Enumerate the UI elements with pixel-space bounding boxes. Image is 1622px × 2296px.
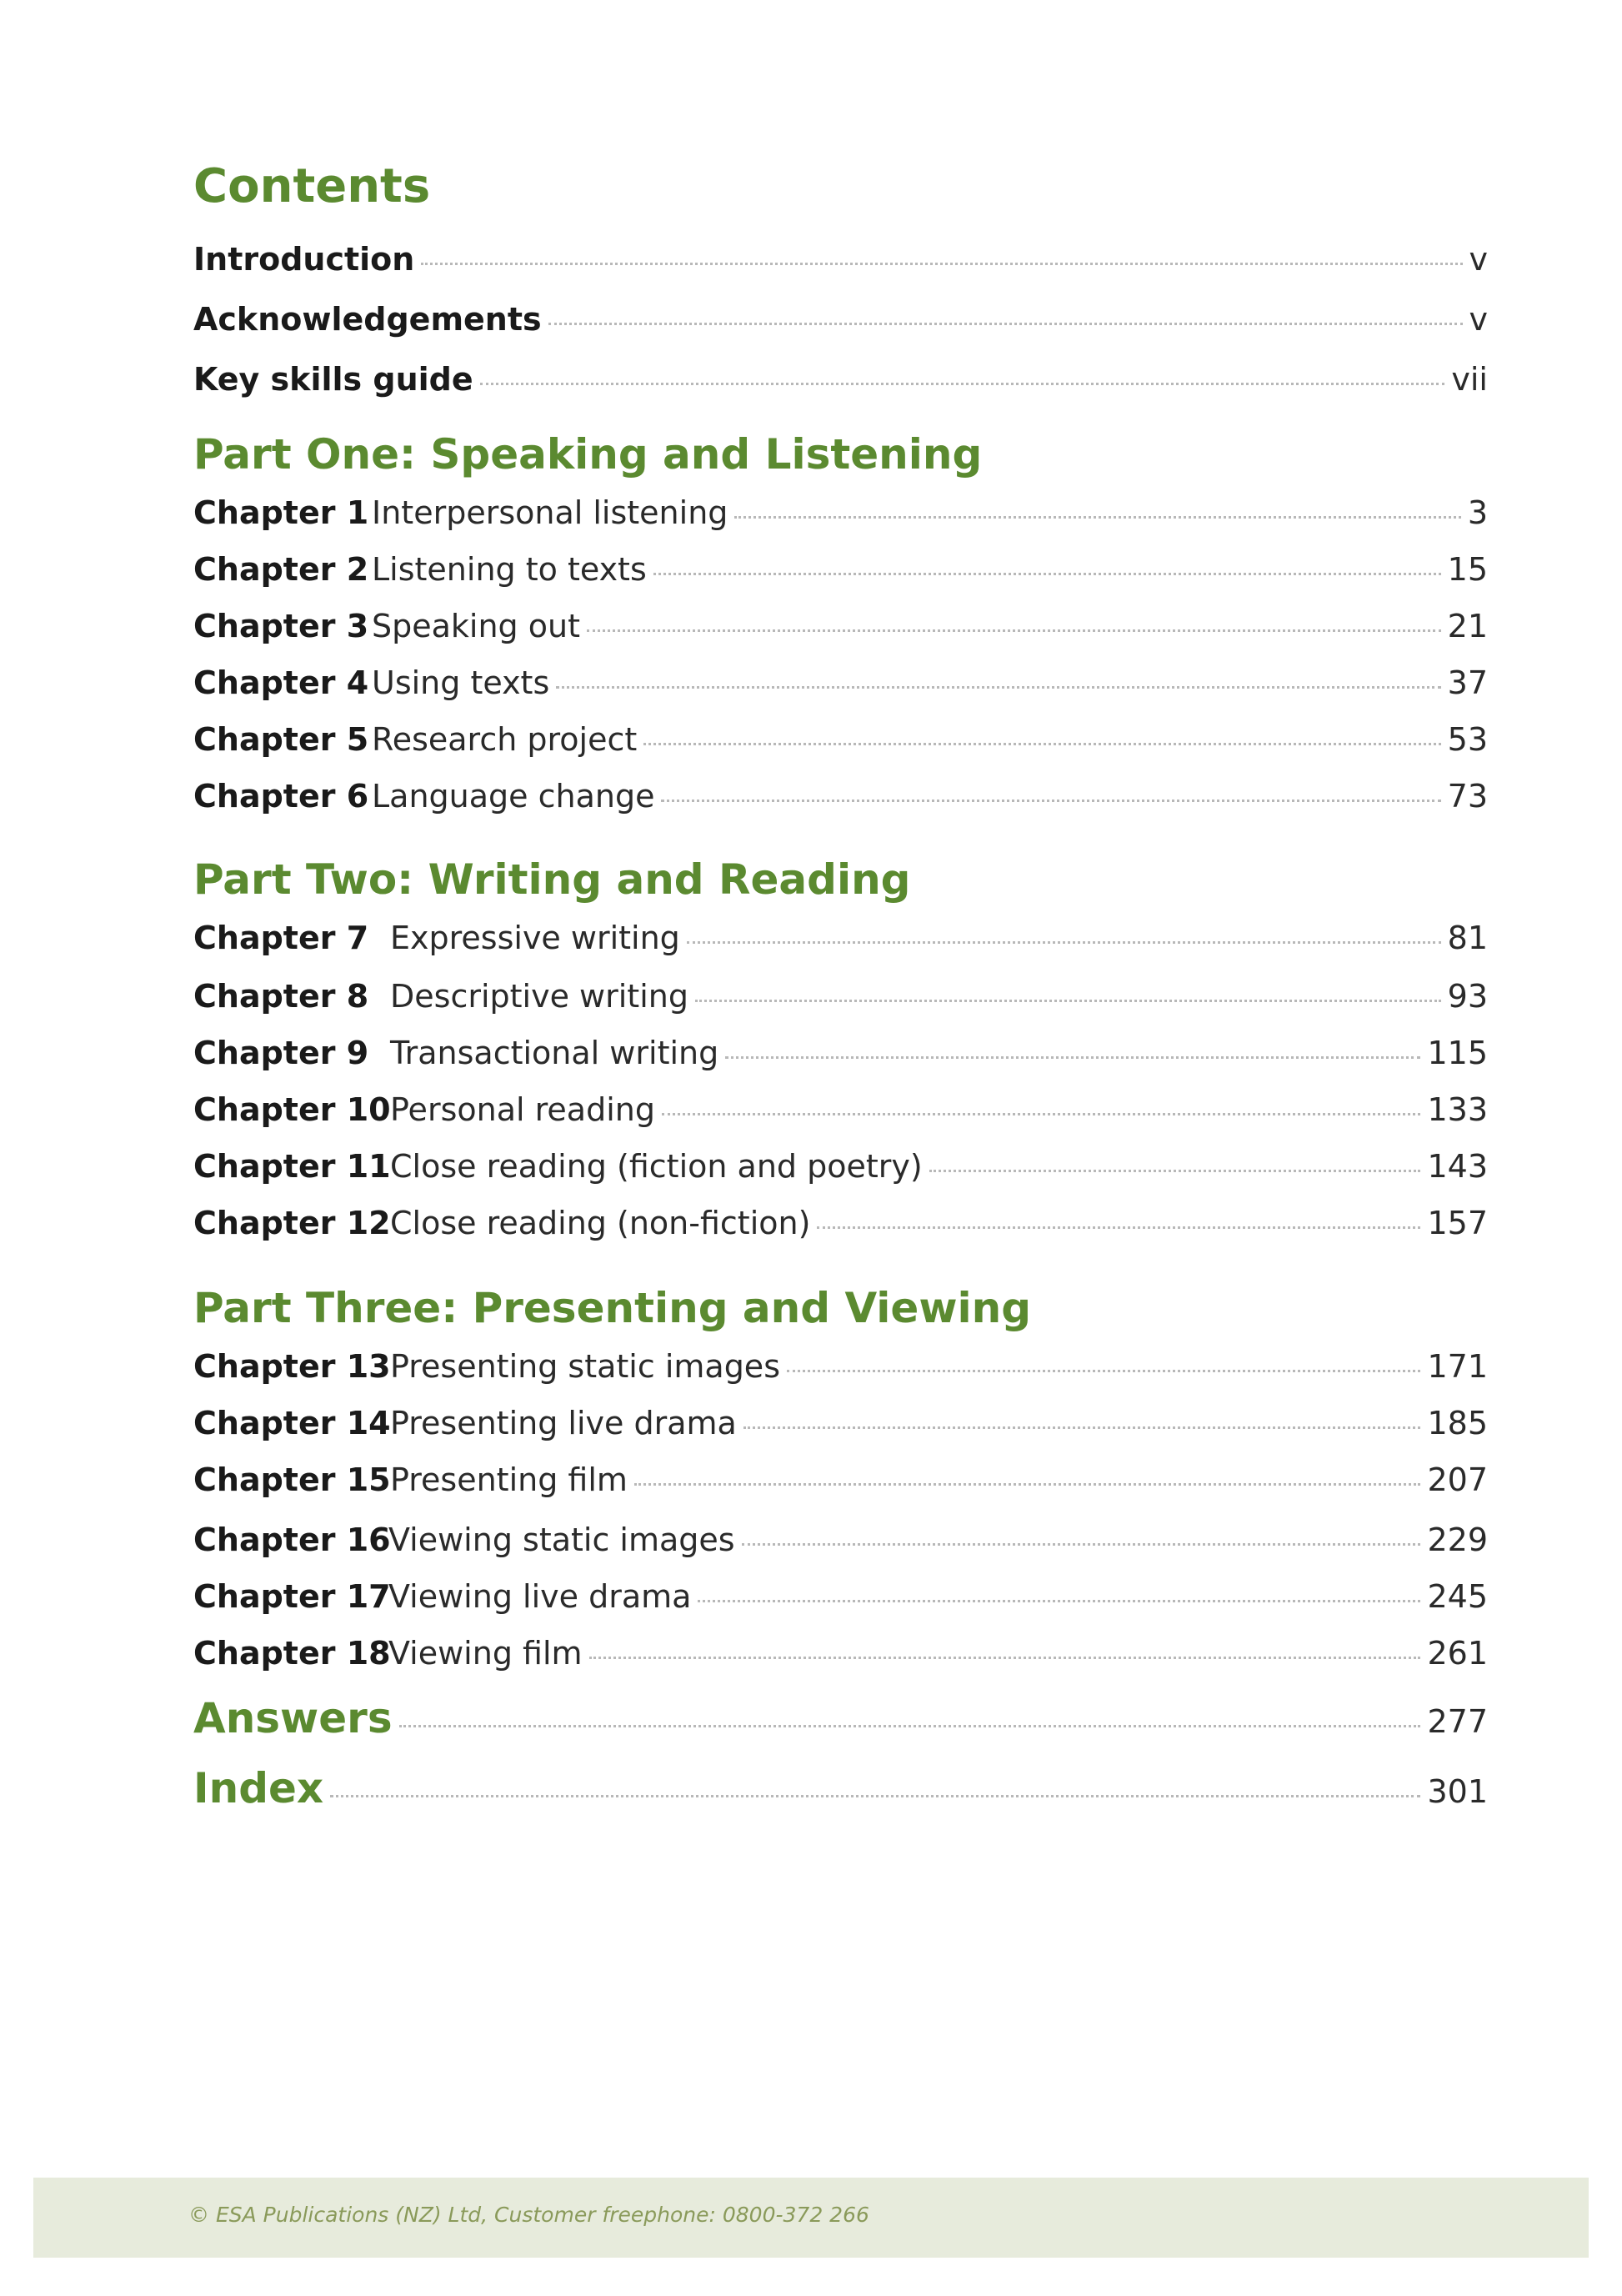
entry-label: Introduction [193, 241, 415, 278]
dot-leader [695, 1000, 1441, 1002]
toc-entry-chapter-4[interactable] [193, 664, 1488, 701]
part-two-heading: Part Two: Writing and Reading [193, 855, 911, 904]
chapter-label: Chapter 3 [193, 608, 369, 644]
page-number: 185 [1427, 1405, 1488, 1441]
chapter-title: Viewing film [388, 1635, 583, 1672]
toc-entry-chapter-16[interactable] [193, 1521, 1488, 1558]
chapter-label: Chapter 12 [193, 1205, 391, 1241]
page-number: 229 [1427, 1521, 1488, 1558]
chapter-title: Expressive writing [390, 920, 680, 956]
chapter-label: Chapter 2 [193, 551, 369, 588]
toc-entry-chapter-7[interactable] [193, 922, 1488, 954]
dot-leader [548, 323, 1463, 325]
chapter-title: Presenting live drama [390, 1405, 737, 1441]
dot-leader [653, 573, 1441, 575]
toc-entry-acknowledgements[interactable] [193, 301, 1488, 338]
entry-label: Index [193, 1764, 324, 1812]
chapter-label: Chapter 5 [193, 721, 369, 758]
page-number: 171 [1427, 1348, 1488, 1385]
chapter-label: Chapter 7 [193, 920, 369, 956]
chapter-title: Presenting film [390, 1461, 628, 1498]
page-number: 73 [1447, 778, 1488, 815]
page-number: 53 [1447, 721, 1488, 758]
page-number: 261 [1427, 1635, 1488, 1672]
page-number: v [1469, 241, 1488, 278]
page-number: 157 [1427, 1205, 1488, 1241]
page-number: v [1469, 301, 1488, 338]
dot-leader [687, 941, 1441, 944]
chapter-title: Listening to texts [372, 551, 647, 588]
toc-entry-index[interactable] [193, 1764, 1488, 1812]
toc-entry-chapter-3[interactable] [193, 610, 1488, 642]
page-number: 81 [1447, 920, 1488, 956]
chapter-label: Chapter 13 [193, 1348, 391, 1385]
chapter-label: Chapter 10 [193, 1091, 391, 1128]
chapter-label: Chapter 16 [193, 1521, 391, 1558]
page-number: 133 [1427, 1091, 1488, 1128]
page-number: 115 [1427, 1035, 1488, 1071]
toc-entry-chapter-12[interactable] [193, 1207, 1488, 1239]
dot-leader [817, 1226, 1420, 1229]
toc-entry-chapter-6[interactable] [193, 778, 1488, 815]
part-three-heading: Part Three: Presenting and Viewing [193, 1284, 1032, 1332]
chapter-title: Viewing static images [388, 1521, 735, 1558]
chapter-title: Personal reading [390, 1091, 655, 1128]
chapter-title: Descriptive writing [390, 978, 688, 1015]
page-number: 245 [1427, 1578, 1488, 1615]
toc-entry-key-skills-guide[interactable] [193, 361, 1488, 398]
toc-entry-chapter-10[interactable] [193, 1091, 1488, 1128]
dot-leader [589, 1657, 1421, 1659]
chapter-title: Using texts [372, 664, 550, 701]
toc-entry-chapter-18[interactable] [193, 1635, 1488, 1672]
chapter-title: Language change [372, 778, 655, 815]
toc-entry-chapter-13[interactable] [193, 1348, 1488, 1385]
dot-leader [661, 800, 1440, 802]
dot-leader [330, 1795, 1420, 1797]
toc-entry-chapter-14[interactable] [193, 1407, 1488, 1439]
chapter-label: Chapter 11 [193, 1148, 391, 1185]
chapter-title: Interpersonal listening [372, 494, 728, 531]
chapter-label: Chapter 17 [193, 1578, 391, 1615]
entry-label: Acknowledgements [193, 301, 542, 338]
toc-entry-chapter-17[interactable] [193, 1578, 1488, 1615]
chapter-label: Chapter 8 [193, 978, 369, 1015]
contents-title: Contents [193, 159, 431, 213]
footer-band [33, 2178, 1589, 2258]
chapter-title: Close reading (fiction and poetry) [390, 1148, 923, 1185]
toc-entry-chapter-5[interactable] [193, 721, 1488, 758]
dot-leader [698, 1600, 1420, 1602]
dot-leader [662, 1113, 1421, 1115]
page-number: 21 [1447, 608, 1488, 644]
page-number: vii [1451, 361, 1488, 398]
page-number: 3 [1467, 494, 1488, 531]
page-number: 37 [1447, 664, 1488, 701]
dot-leader [399, 1725, 1421, 1727]
chapter-label: Chapter 15 [193, 1461, 391, 1498]
chapter-title: Speaking out [372, 608, 580, 644]
toc-entry-chapter-15[interactable] [193, 1461, 1488, 1498]
part-one-heading: Part One: Speaking and Listening [193, 430, 983, 479]
toc-entry-chapter-8[interactable] [193, 978, 1488, 1015]
toc-entry-answers[interactable] [193, 1694, 1488, 1742]
page-number: 207 [1427, 1461, 1488, 1498]
dot-leader [587, 629, 1441, 632]
chapter-title: Viewing live drama [388, 1578, 692, 1615]
copyright-notice: © ESA Publications (NZ) Ltd, Customer freephone: 0800-372 266 [188, 2203, 869, 2227]
chapter-label: Chapter 6 [193, 778, 369, 815]
dot-leader [742, 1543, 1421, 1546]
dot-leader [556, 686, 1440, 689]
page-number: 143 [1427, 1148, 1488, 1185]
chapter-label: Chapter 18 [193, 1635, 391, 1672]
dot-leader [725, 1056, 1420, 1059]
entry-label: Key skills guide [193, 361, 473, 398]
toc-entry-chapter-2[interactable] [193, 551, 1488, 588]
chapter-title: Transactional writing [390, 1035, 719, 1071]
dot-leader [480, 383, 1445, 385]
dot-leader [734, 516, 1460, 519]
chapter-title: Research project [372, 721, 638, 758]
page-number: 93 [1447, 978, 1488, 1015]
toc-entry-chapter-11[interactable] [193, 1148, 1488, 1185]
chapter-label: Chapter 4 [193, 664, 369, 701]
page-number: 15 [1447, 551, 1488, 588]
dot-leader [643, 743, 1440, 745]
dot-leader [787, 1370, 1420, 1372]
dot-leader [634, 1483, 1421, 1486]
toc-entry-chapter-1[interactable] [193, 494, 1488, 531]
chapter-title: Close reading (non-fiction) [390, 1205, 811, 1241]
chapter-label: Chapter 9 [193, 1035, 369, 1071]
chapter-label: Chapter 14 [193, 1405, 391, 1441]
chapter-title: Presenting static images [390, 1348, 780, 1385]
toc-entry-introduction[interactable] [193, 241, 1488, 278]
entry-label: Answers [193, 1694, 393, 1742]
page-number: 301 [1427, 1773, 1488, 1810]
dot-leader [421, 263, 1462, 265]
dot-leader [743, 1426, 1421, 1429]
dot-leader [929, 1170, 1421, 1172]
page-number: 277 [1427, 1703, 1488, 1740]
chapter-label: Chapter 1 [193, 494, 369, 531]
toc-entry-chapter-9[interactable] [193, 1037, 1488, 1069]
